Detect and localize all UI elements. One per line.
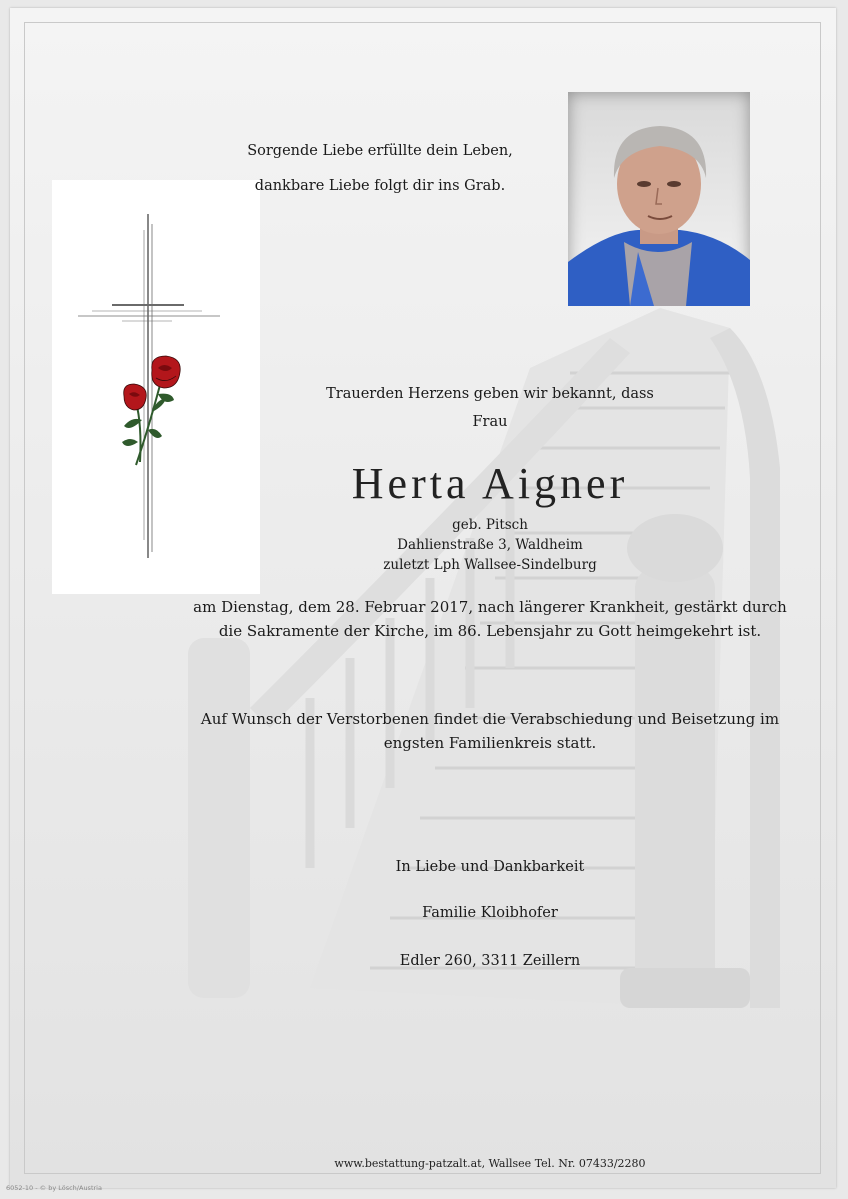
portrait-photo <box>568 92 750 306</box>
address: Dahlienstraße 3, Waldheim <box>397 537 583 553</box>
roses-icon <box>122 356 180 465</box>
death-text: am Dienstag, dem 28. Februar 2017, nach längerer Krankheit, gestärkt durch die Sakramente der Kirche, im 86. Lebensjahr zu Gott heimgekehrt ist. <box>193 598 787 640</box>
obituary-sheet <box>10 8 836 1188</box>
quote-line-2: dankbare Liebe folgt dir ins Grab. <box>254 178 506 194</box>
closing-line: In Liebe und Dankbarkeit <box>395 859 585 875</box>
family-name: Familie Kloibhofer <box>422 905 558 921</box>
last-residence: zuletzt Lph Wallsee-Sindelburg <box>383 557 597 573</box>
quote-line-1: Sorgende Liebe erfüllte dein Leben, <box>247 143 513 159</box>
footer-contact: www.bestattung-patzalt.at, Wallsee Tel. Nr. 07433/2280 <box>334 1157 646 1170</box>
deceased-name: Herta Aigner <box>351 459 629 508</box>
salutation: Frau <box>472 414 508 430</box>
birth-name: geb. Pitsch <box>452 517 528 533</box>
announcement-intro: Trauerden Herzens geben wir bekannt, dass <box>326 386 654 402</box>
family-address: Edler 260, 3311 Zeillern <box>399 953 581 969</box>
funeral-text: Auf Wunsch der Verstorbenen findet die Verabschiedung und Beisetzung im engsten Familienkreis statt. <box>200 710 780 752</box>
print-code: 6052-10 - © by Lösch/Austria <box>6 1184 102 1192</box>
